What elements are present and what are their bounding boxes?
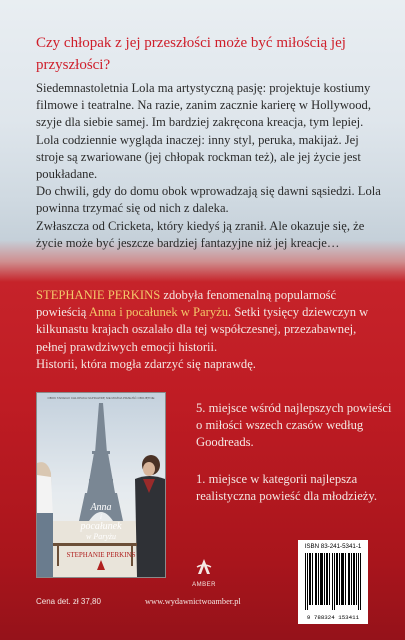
cover-title-line: pocałunek: [80, 521, 122, 532]
bio-text: . Setki tysięcy dziewczyn w kilkunastu krajach oszalało dla tej współczesnej, przezabawnej, pełnej prawdziwych emocji historii.: [36, 305, 369, 354]
cover-title-line: i: [100, 513, 102, 521]
publisher-name: AMBER: [192, 582, 216, 588]
amber-logo-icon: [193, 558, 215, 576]
award-item: 5. miejsce wśród najlepszych powieści o miłości wszech czasów według Goodreads.: [196, 401, 392, 449]
author-name: STEPHANIE PERKINS: [36, 288, 161, 302]
cover-title-line: w Paryżu: [86, 532, 116, 541]
blurb-text: [36, 80, 382, 252]
price-label: Cena det. zł 37,80: [36, 597, 101, 606]
blurb-paragraph: Siedemnastoletnia Lola ma artystyczną pasję: projektuje kostiumy filmowe i teatralne. Na razie, zanim zacznie karierę w Hollywood, szyje dla siebie samej. Im bardziej zakręcona kreacja, tym lepiej. Lola codziennie wygląda inaczej: inny styl, peruka, makijaż. Jej stroje są zwariowane (jej chłopak rockman też), ale jej życie jest poukładane.: [36, 81, 371, 182]
blurb-paragraph: Do chwili, gdy do domu obok wprowadzają się dawni sąsiedzi. Lola powinna trzymać się od nich z daleka.: [36, 184, 381, 216]
cover-tagline: OBOK TAKIEGO CHŁOPAKA NAPRAWDĘ NIE MOŻNA PRZEJŚĆ OBOJĘTNIE: [47, 396, 155, 400]
barcode-icon: [298, 540, 368, 610]
hook-question: Czy chłopak z jej przeszłości może być miłością jej przyszłości?: [36, 35, 346, 73]
previous-book-title: Anna i pocałunek w Paryżu: [88, 305, 229, 320]
publisher-website: www.wydawnictwoamber.pl: [145, 597, 241, 606]
author-bio: [36, 287, 382, 373]
isbn-text: ISBN 83-241-5341-1: [304, 543, 362, 550]
cover-title-line: Anna: [90, 502, 112, 513]
barcode-label: [298, 540, 368, 624]
blurb-paragraph: Zwłaszcza od Cricketa, który kiedyś ją zranił. Ale okazuje się, że życie może być jeszcze bardziej fantazyjne niż jej kreacje…: [36, 218, 365, 250]
book-cover-thumbnail: [36, 392, 166, 578]
barcode-number: 9 788324 153411: [306, 614, 360, 621]
bio-paragraph: Historii, która mogła zdarzyć się naprawdę.: [36, 356, 256, 371]
girl-figure-icon: [37, 462, 53, 577]
awards-list: [196, 400, 396, 525]
bio-text: zdobyła fenomenalną popularność powieścią: [36, 288, 337, 320]
book-cover-art: [37, 393, 165, 577]
award-item: 1. miejsce w kategorii najlepsza realistyczna powieść dla młodzieży.: [196, 472, 378, 503]
publisher-logo: [184, 558, 224, 588]
bio-paragraph: [36, 287, 382, 356]
cover-author: STEPHANIE PERKINS: [66, 551, 136, 559]
